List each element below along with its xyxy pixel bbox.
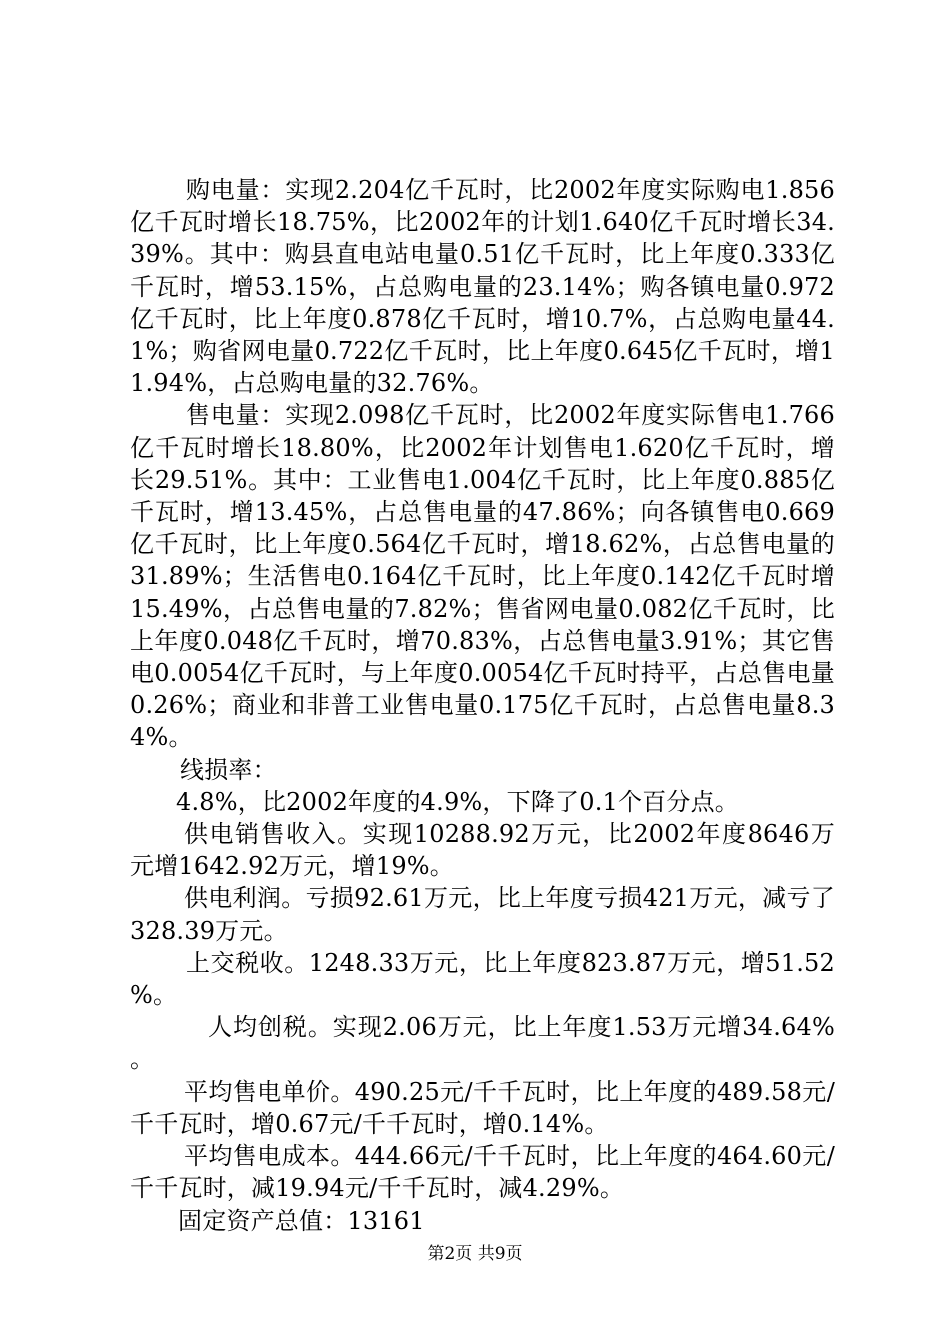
paragraph-line-loss-value: 4.8%，比2002年度的4.9%，下降了0.1个百分点。 (176, 787, 739, 816)
paragraph-purchased-electricity: 购电量：实现2.204亿千瓦时，比2002年度实际购电1.856亿千瓦时增长18.75%，比2002年的计划1.640亿千瓦时增长34.39%。其中：购县直电站电量0.51亿千瓦时，比上年度0.333亿千瓦时，增53.15%，占总购电量的23.14%；购各镇电量0.972亿千瓦时，比上年度0.878亿千瓦时，增10.7%，占总购电量44.1%；购省网电量0.722亿千瓦时，比上年度0.645亿千瓦时，增11.94%，占总购电量的32.76%。 (130, 176, 835, 398)
paragraph-line-loss-heading: 线损率： (180, 755, 277, 784)
paragraph-average-cost: 平均售电成本。444.66元/千千瓦时，比上年度的464.60元/千千瓦时，减19.94元/千千瓦时，减4.29%。 (130, 1142, 835, 1203)
page-number-footer: 第2页 共9页 (427, 1244, 523, 1264)
paragraph-average-price: 平均售电单价。490.25元/千千瓦时，比上年度的489.58元/千千瓦时，增0.67元/千千瓦时，增0.14%。 (130, 1077, 835, 1138)
paragraph-sold-electricity: 售电量：实现2.098亿千瓦时，比2002年度实际售电1.766亿千瓦时增长18.80%，比2002年计划售电1.620亿千瓦时，增长29.51%。其中：工业售电1.004亿千瓦时，比上年度0.885亿千瓦时，增13.45%，占总售电量的47.86%；向各镇售电0.669亿千瓦时，比上年度0.564亿千瓦时，增18.62%，占总售电量的31.89%；生活售电0.164亿千瓦时，比上年度0.142亿千瓦时增15.49%，占总售电量的7.82%；售省网电量0.082亿千瓦时，比上年度0.048亿千瓦时，增70.83%，占总售电量3.91%；其它售电0.0054亿千瓦时，与上年度0.0054亿千瓦时持平，占总售电量0.26%；商业和非普工业售电量0.175亿千瓦时，占总售电量8.34%。 (130, 401, 835, 752)
paragraph-fixed-assets: 固定资产总值：13161 (178, 1206, 425, 1235)
paragraph-profit: 供电利润。亏损92.61万元，比上年度亏损421万元，减亏了328.39万元。 (130, 884, 835, 945)
paragraph-tax: 上交税收。1248.33万元，比上年度823.87万元，增51.52%。 (130, 948, 835, 1010)
paragraph-tax-per-capita: 人均创税。实现2.06万元，比上年度1.53万元增34.64%。 (130, 1013, 835, 1074)
document-body (130, 174, 835, 1237)
paragraph-sales-revenue: 供电销售收入。实现10288.92万元，比2002年度8646万元增1642.92万元，增19%。 (130, 820, 835, 881)
